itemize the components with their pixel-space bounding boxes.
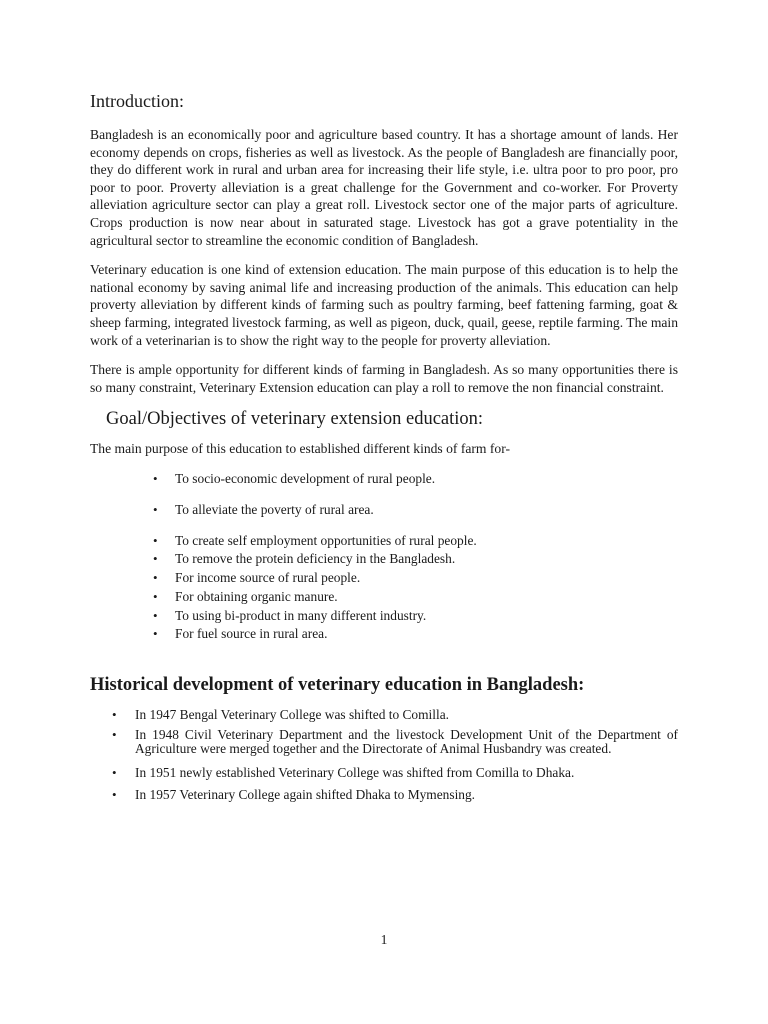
intro-paragraph-1: Bangladesh is an economically poor and agriculture based country. It has a shortage amount of lands. Her economy depends on crops, fisheries as well as livestock. As the people of Bangladesh are financially poor, they do different work in rural and urban area for increasing their life style, i.e. ultra poor to pro poor, pro poor to poor. Proverty alleviation is a great challenge for the Government and co-worker. For Proverty alleviation agriculture sector can play a great roll. Livestock sector one of the major parts of agriculture. Crops production is now near about in saturated stage. Livestock has got a grave potentiality in the agricultural sector to streamline the economic condition of Bangladesh.: [90, 127, 678, 248]
list-item: [90, 501, 678, 520]
list-item-text: To socio-economic development of rural people.: [175, 470, 436, 486]
history-heading: Historical development of veterinary education in Bangladesh:: [90, 675, 585, 696]
bullet-icon: •: [153, 607, 158, 623]
list-item: [90, 625, 678, 644]
list-item: [90, 532, 678, 551]
bullet-icon: •: [112, 707, 117, 723]
list-item: [90, 569, 678, 588]
list-item: [90, 706, 678, 724]
bullet-icon: •: [112, 787, 117, 803]
list-item: [90, 607, 678, 626]
list-item-text: In 1951 newly established Veterinary College was shifted from Comilla to Dhaka.: [135, 765, 575, 781]
goals-intro-text: The main purpose of this education to established different kinds of farm for-: [90, 441, 511, 457]
list-item: [90, 786, 678, 804]
page-number: 1: [380, 932, 388, 947]
intro-paragraph-2: Veterinary education is one kind of extension education. The main purpose of this education is to help the national economy by saving animal life and increasing production of the animals. This education can help proverty alleviation by different kinds of farming such as poultry farming, beef fattening farming, goat & sheep farming, integrated livestock farming, as well as pigeon, duck, quail, geese, reptile farming. The main work of a veterinarian is to show the right way to the people for proverty alleviation.: [90, 262, 678, 348]
list-item-text: In 1948 Civil Veterinary Department and the livestock Development Unit of the Department of Agriculture were merged together and the Directorate of Animal Husbandry was created.: [135, 727, 678, 757]
list-item-text: In 1947 Bengal Veterinary College was shifted to Comilla.: [135, 707, 449, 723]
bullet-icon: •: [112, 765, 117, 781]
bullet-icon: •: [153, 501, 158, 517]
list-item-text: For fuel source in rural area.: [175, 626, 328, 642]
list-item-text: To create self employment opportunities of rural people.: [175, 532, 477, 548]
bullet-icon: •: [153, 470, 158, 486]
list-item: [90, 764, 678, 782]
list-item-text: To remove the protein deficiency in the Bangladesh.: [175, 551, 456, 567]
bullet-icon: •: [153, 570, 158, 586]
list-item-text: In 1957 Veterinary College again shifted Dhaka to Mymensing.: [135, 787, 476, 803]
list-item-text: For income source of rural people.: [175, 570, 361, 586]
list-item-text: To using bi-product in many different industry.: [175, 607, 427, 623]
history-list: [90, 706, 678, 804]
goals-list: [90, 470, 678, 644]
list-item: [90, 550, 678, 569]
list-item-text: To alleviate the poverty of rural area.: [175, 501, 374, 517]
introduction-heading: Introduction:: [90, 91, 184, 111]
list-item: [90, 728, 678, 756]
list-item-text: For obtaining organic manure.: [175, 588, 338, 604]
document-content: [90, 90, 678, 808]
intro-paragraph-3: There is ample opportunity for different kinds of farming in Bangladesh. As so many opportunities there is so many constraint, Veterinary Extension education can play a roll to remove the non financial constraint.: [90, 362, 678, 395]
bullet-icon: •: [153, 532, 158, 548]
goals-heading: Goal/Objectives of veterinary extension education:: [106, 409, 484, 430]
list-item: [90, 470, 678, 489]
bullet-icon: •: [153, 588, 158, 604]
bullet-icon: •: [112, 727, 117, 743]
list-item: [90, 588, 678, 607]
bullet-icon: •: [153, 626, 158, 642]
bullet-icon: •: [153, 551, 158, 567]
